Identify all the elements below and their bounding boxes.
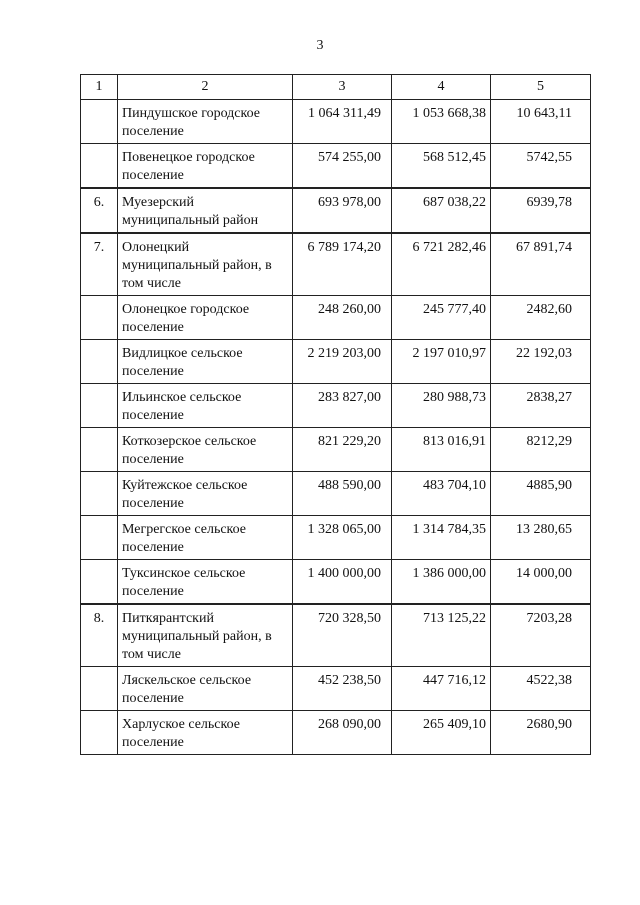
- municipality-name-cell: Куйтежское сельское поселение: [118, 472, 293, 516]
- header-col-3: 3: [293, 75, 392, 100]
- table-row: [81, 340, 591, 384]
- value-col-4-cell: 687 038,22: [392, 188, 491, 233]
- table-row: [81, 144, 591, 189]
- value-col-5-cell: 14 000,00: [491, 560, 591, 605]
- value-col-5-cell: 2838,27: [491, 384, 591, 428]
- value-col-4-cell: 568 512,45: [392, 144, 491, 189]
- page-number: 3: [316, 38, 324, 53]
- table-row: [81, 604, 591, 667]
- municipality-name-cell: Харлуское сельское поселение: [118, 711, 293, 755]
- value-col-3-cell: 1 328 065,00: [293, 516, 392, 560]
- table-row: [81, 560, 591, 605]
- value-col-4-cell: 1 314 784,35: [392, 516, 491, 560]
- value-col-3-cell: 2 219 203,00: [293, 340, 392, 384]
- municipality-name-cell: Пиндушское городское поселение: [118, 100, 293, 144]
- value-col-3-cell: 6 789 174,20: [293, 233, 392, 296]
- table-row: [81, 100, 591, 144]
- value-col-3-cell: 574 255,00: [293, 144, 392, 189]
- municipality-name-cell: Олонецкое городское поселение: [118, 296, 293, 340]
- value-col-4-cell: 6 721 282,46: [392, 233, 491, 296]
- municipality-name-cell: Туксинское сельское поселение: [118, 560, 293, 605]
- value-col-4-cell: 483 704,10: [392, 472, 491, 516]
- value-col-3-cell: 693 978,00: [293, 188, 392, 233]
- table-row: [81, 384, 591, 428]
- value-col-3-cell: 488 590,00: [293, 472, 392, 516]
- value-col-5-cell: 10 643,11: [491, 100, 591, 144]
- value-col-3-cell: 248 260,00: [293, 296, 392, 340]
- row-number-cell: [81, 711, 118, 755]
- table-row: [81, 233, 591, 296]
- value-col-3-cell: 720 328,50: [293, 604, 392, 667]
- row-number-cell: [81, 340, 118, 384]
- table-row: [81, 296, 591, 340]
- value-col-4-cell: 280 988,73: [392, 384, 491, 428]
- row-number-cell: [81, 516, 118, 560]
- table-row: [81, 711, 591, 755]
- header-col-4: 4: [392, 75, 491, 100]
- value-col-4-cell: 813 016,91: [392, 428, 491, 472]
- value-col-3-cell: 283 827,00: [293, 384, 392, 428]
- header-col-5: 5: [491, 75, 591, 100]
- value-col-5-cell: 7203,28: [491, 604, 591, 667]
- header-row: [81, 75, 591, 100]
- value-col-5-cell: 5742,55: [491, 144, 591, 189]
- municipality-name-cell: Муезерский муниципальный район: [118, 188, 293, 233]
- row-number-cell: 7.: [81, 233, 118, 296]
- row-number-cell: 8.: [81, 604, 118, 667]
- value-col-3-cell: 821 229,20: [293, 428, 392, 472]
- header-col-1: 1: [81, 75, 118, 100]
- value-col-4-cell: 245 777,40: [392, 296, 491, 340]
- value-col-5-cell: 13 280,65: [491, 516, 591, 560]
- row-number-cell: [81, 428, 118, 472]
- value-col-5-cell: 67 891,74: [491, 233, 591, 296]
- table-body: [81, 100, 591, 755]
- value-col-3-cell: 1 400 000,00: [293, 560, 392, 605]
- row-number-cell: [81, 384, 118, 428]
- row-number-cell: 6.: [81, 188, 118, 233]
- municipality-name-cell: Олонецкий муниципальный район, в том числе: [118, 233, 293, 296]
- municipality-name-cell: Ляскельское сельское поселение: [118, 667, 293, 711]
- row-number-cell: [81, 667, 118, 711]
- value-col-4-cell: 713 125,22: [392, 604, 491, 667]
- budget-table: [80, 74, 591, 755]
- value-col-3-cell: 1 064 311,49: [293, 100, 392, 144]
- value-col-5-cell: 8212,29: [491, 428, 591, 472]
- municipality-name-cell: Видлицкое сельское поселение: [118, 340, 293, 384]
- municipality-name-cell: Мегрегское сельское поселение: [118, 516, 293, 560]
- table-row: [81, 516, 591, 560]
- row-number-cell: [81, 560, 118, 605]
- table-row: [81, 188, 591, 233]
- municipality-name-cell: Повенецкое городское поселение: [118, 144, 293, 189]
- value-col-4-cell: 447 716,12: [392, 667, 491, 711]
- value-col-5-cell: 4885,90: [491, 472, 591, 516]
- value-col-4-cell: 1 386 000,00: [392, 560, 491, 605]
- row-number-cell: [81, 144, 118, 189]
- row-number-cell: [81, 472, 118, 516]
- municipality-name-cell: Ильинское сельское поселение: [118, 384, 293, 428]
- value-col-4-cell: 2 197 010,97: [392, 340, 491, 384]
- table-row: [81, 428, 591, 472]
- row-number-cell: [81, 100, 118, 144]
- row-number-cell: [81, 296, 118, 340]
- value-col-5-cell: 2482,60: [491, 296, 591, 340]
- table-row: [81, 472, 591, 516]
- value-col-5-cell: 6939,78: [491, 188, 591, 233]
- table-header: [81, 75, 591, 100]
- value-col-5-cell: 2680,90: [491, 711, 591, 755]
- value-col-4-cell: 1 053 668,38: [392, 100, 491, 144]
- value-col-4-cell: 265 409,10: [392, 711, 491, 755]
- municipality-name-cell: Коткозерское сельское поселение: [118, 428, 293, 472]
- table-row: [81, 667, 591, 711]
- header-col-2: 2: [118, 75, 293, 100]
- value-col-3-cell: 268 090,00: [293, 711, 392, 755]
- value-col-5-cell: 22 192,03: [491, 340, 591, 384]
- value-col-3-cell: 452 238,50: [293, 667, 392, 711]
- value-col-5-cell: 4522,38: [491, 667, 591, 711]
- municipality-name-cell: Питкярантский муниципальный район, в том числе: [118, 604, 293, 667]
